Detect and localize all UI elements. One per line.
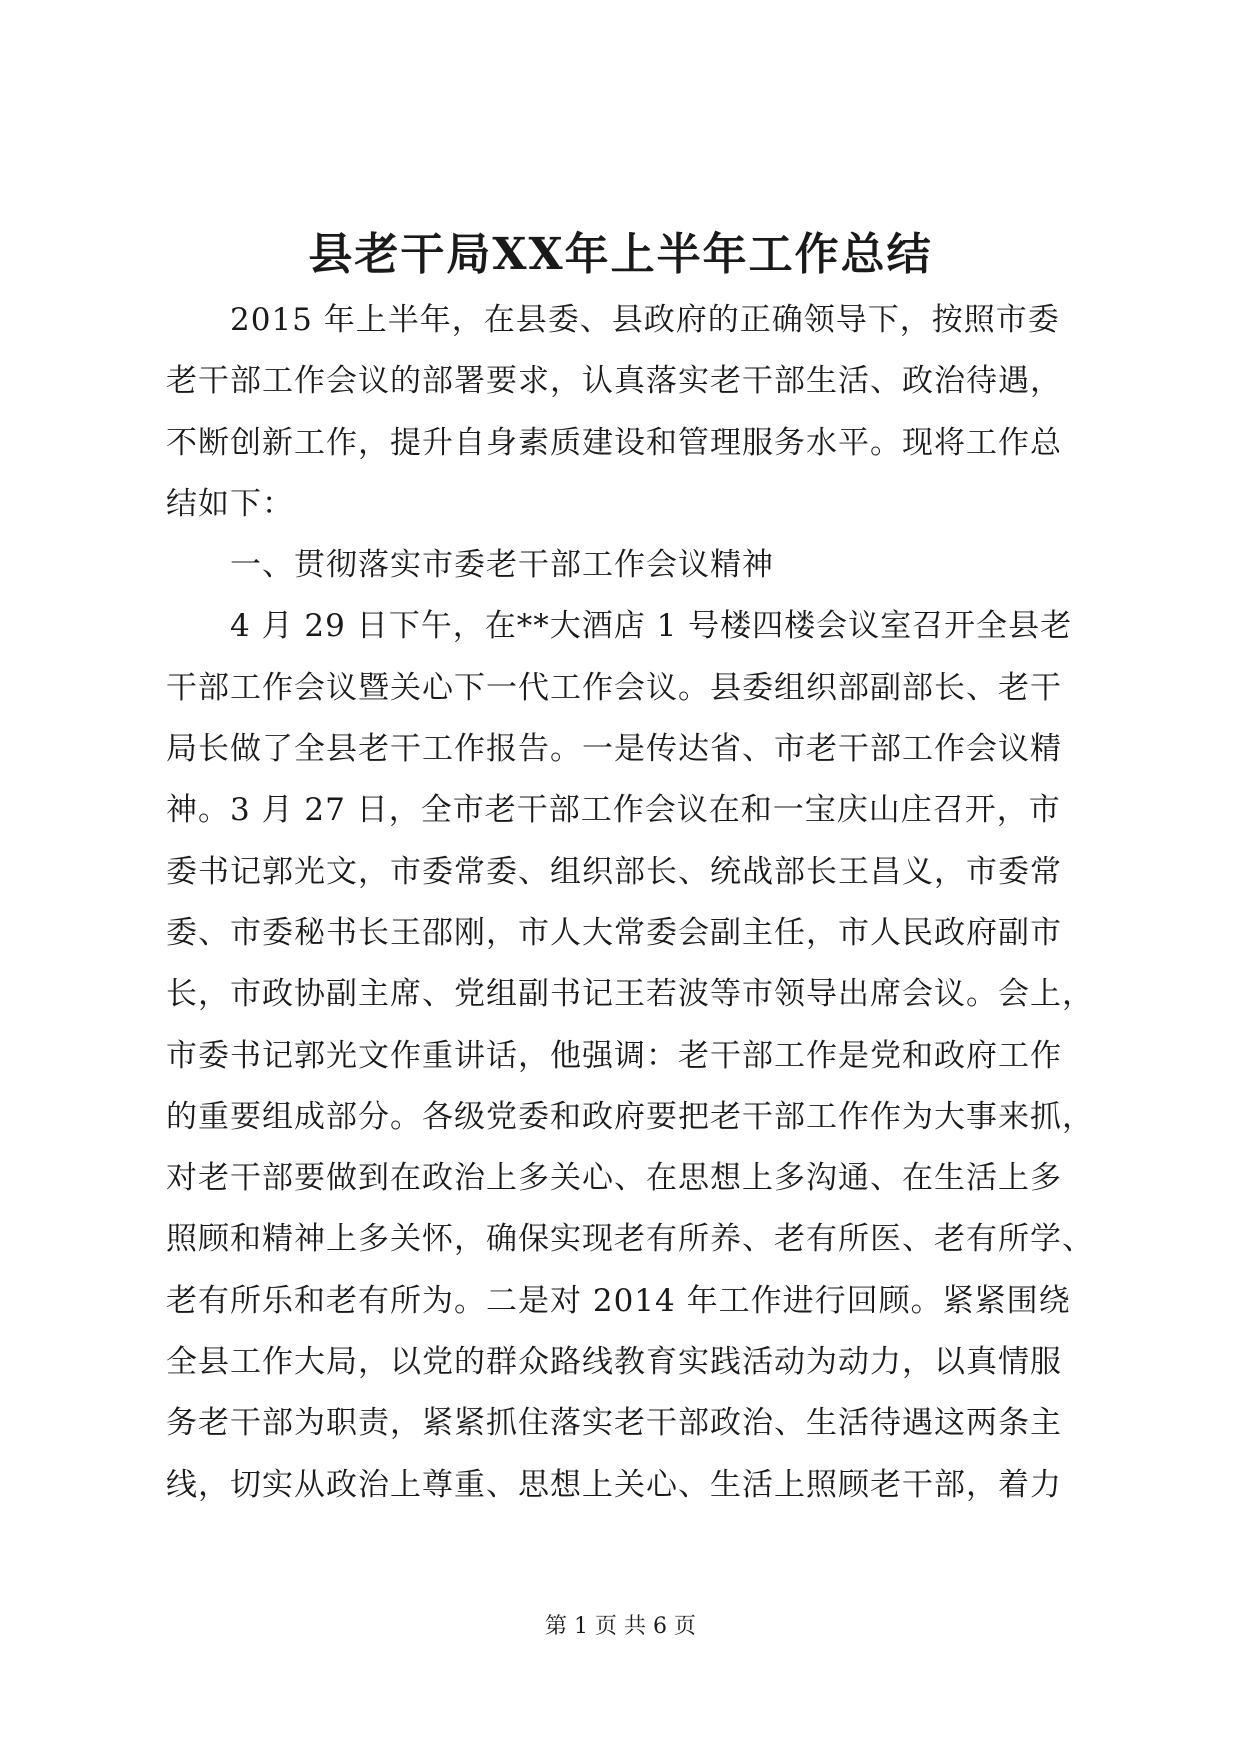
- body-line: 局长做了全县老干工作报告。一是传达省、市老干部工作会议精: [166, 731, 1062, 768]
- body-line: 老有所乐和老有所为。二是对 2014 年工作进行回顾。紧紧围绕: [166, 1282, 1071, 1319]
- section-heading: 一、贯彻落实市委老干部工作会议精神: [230, 547, 774, 584]
- body-line: 干部工作会议暨关心下一代工作会议。县委组织部副部长、老干: [166, 669, 1062, 706]
- body-line: 照顾和精神上多关怀，确保实现老有所养、老有所医、老有所学、: [166, 1221, 1094, 1258]
- page-number-footer: 第 1 页 共 6 页: [545, 1614, 696, 1639]
- body-line: 市委书记郭光文作重讲话，他强调：老干部工作是党和政府工作: [166, 1037, 1062, 1074]
- body-line: 神。3 月 27 日，全市老干部工作会议在和一宝庆山庄召开，市: [166, 792, 1061, 829]
- body-line: 务老干部为职责，紧紧抓住落实老干部政治、生活待遇这两条主: [166, 1405, 1062, 1442]
- body-line: 不断创新工作，提升自身素质建设和管理服务水平。现将工作总: [166, 424, 1062, 461]
- body-line: 委书记郭光文，市委常委、组织部长、统战部长王昌义，市委常: [166, 853, 1062, 890]
- body-line: 全县工作大局，以党的群众路线教育实践活动为动力，以真情服: [166, 1344, 1062, 1381]
- body-line: 4 月 29 日下午，在**大酒店 1 号楼四楼会议室召开全县老: [230, 608, 1073, 645]
- document-title: 县老干局XX年上半年工作总结: [308, 229, 933, 280]
- body-line: 老干部工作会议的部署要求，认真落实老干部生活、政治待遇，: [166, 363, 1062, 400]
- body-line: 的重要组成部分。各级党委和政府要把老干部工作作为大事来抓，: [166, 1098, 1094, 1135]
- body-line: 2015 年上半年，在县委、县政府的正确领导下，按照市委: [230, 302, 1060, 338]
- body-line: 委、市委秘书长王邵刚，市人大常委会副主任，市人民政府副市: [166, 914, 1062, 951]
- body-line: 长，市政协副主席、党组副书记王若波等市领导出席会议。会上，: [166, 976, 1094, 1013]
- body-line: 对老干部要做到在政治上多关心、在思想上多沟通、在生活上多: [166, 1160, 1062, 1197]
- body-line: 线，切实从政治上尊重、思想上关心、生活上照顾老干部，着力: [166, 1466, 1062, 1503]
- document-body: [166, 290, 1094, 1516]
- body-line: 结如下：: [166, 485, 294, 522]
